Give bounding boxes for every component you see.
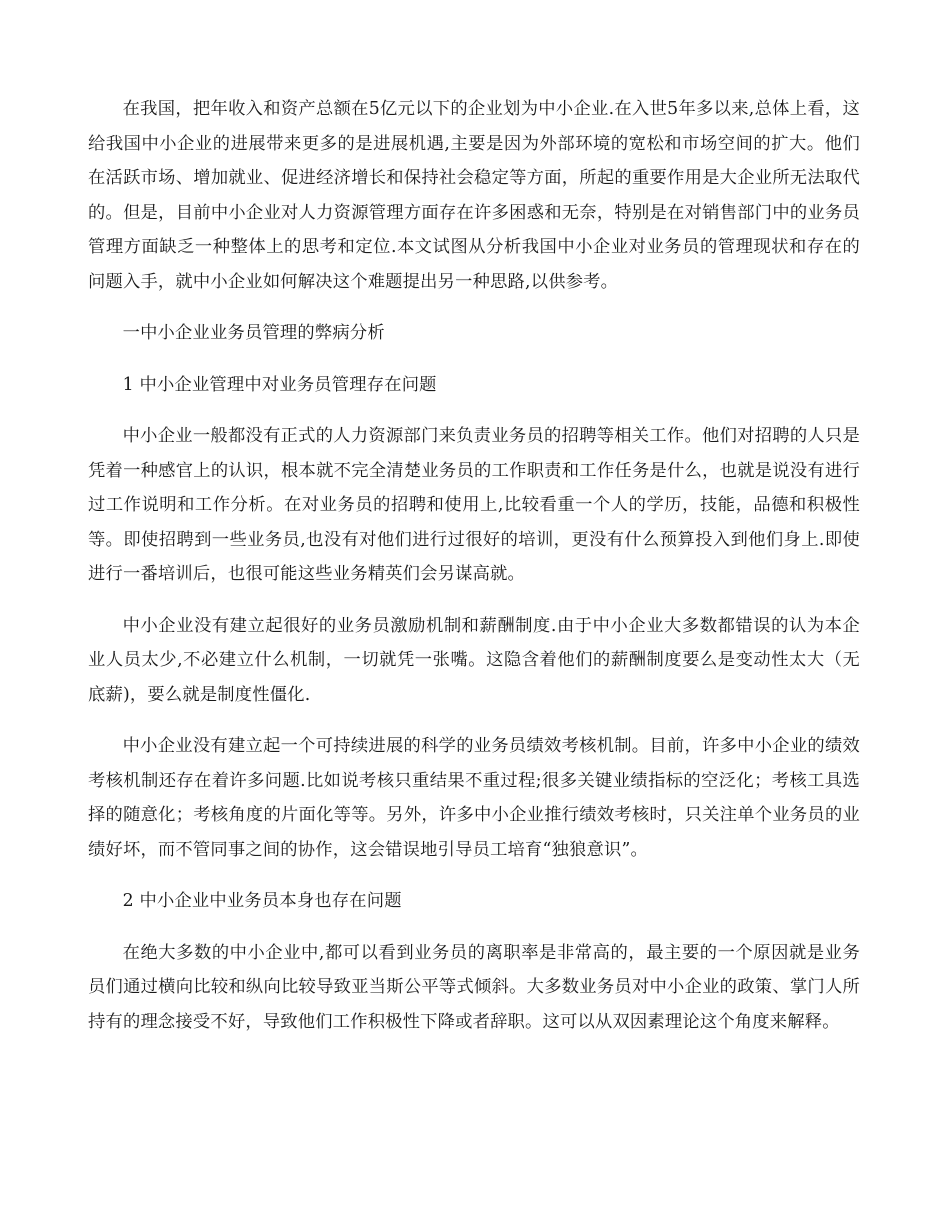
section-1-heading: 一中小企业业务员管理的弊病分析 <box>122 323 385 343</box>
paragraph-recruitment: 中小企业一般都没有正式的人力资源部门来负责业务员的招聘等相关工作。他们对招聘的人只是凭着一种感官上的认识，根本就不完全清楚业务员的工作职责和工作任务是什么，也就是说没有进行过工作说明和工作分析。在对业务员的招聘和使用上,比较看重一个人的学历，技能，品德和积极性等。即使招聘到一些业务员,也没有对他们进行过很好的培训，更没有什么预算投入到他们身上.即使进行一番培训后，也很可能这些业务精英们会另谋高就。 <box>88 426 860 584</box>
subsection-2-heading: 2 中小企业中业务员本身也存在问题 <box>122 891 402 911</box>
document-body <box>88 92 860 1056</box>
paragraph-performance: 中小企业没有建立起一个可持续进展的科学的业务员绩效考核机制。目前，许多中小企业的绩效考核机制还存在着许多问题.比如说考核只重结果不重过程;很多关键业绩指标的空泛化；考核工具选择的随意化；考核角度的片面化等等。另外，许多中小企业推行绩效考核时，只关注单个业务员的业绩好坏，而不管同事之间的协作，这会错误地引导员工培育“独狼意识”。 <box>88 736 860 860</box>
subsection-1-heading: 1 中小企业管理中对业务员管理存在问题 <box>122 374 437 395</box>
intro-paragraph: 在我国，把年收入和资产总额在5亿元以下的企业划为中小企业.在入世5年多以来,总体上看，这给我国中小企业的进展带来更多的是进展机遇,主要是因为外部环境的宽松和市场空间的扩大。他们在活跃市场、增加就业、促进经济增长和保持社会稳定等方面，所起的重要作用是大企业所无法取代的。但是，目前中小企业对人力资源管理方面存在许多困惑和无奈，特别是在对销售部门中的业务员管理方面缺乏一种整体上的思考和定位.本文试图从分析我国中小企业对业务员的管理现状和存在的问题入手，就中小企业如何解决这个难题提出另一种思路,以供参考。 <box>88 99 860 292</box>
paragraph-incentive: 中小企业没有建立起很好的业务员激励机制和薪酬制度.由于中小企业大多数都错误的认为本企业人员太少,不必建立什么机制，一切就凭一张嘴。这隐含着他们的薪酬制度要么是变动性太大（无底薪)，要么就是制度性僵化. <box>88 615 860 705</box>
paragraph-turnover: 在绝大多数的中小企业中,都可以看到业务员的离职率是非常高的，最主要的一个原因就是业务员们通过横向比较和纵向比较导致亚当斯公平等式倾斜。大多数业务员对中小企业的政策、掌门人所持有的理念接受不好，导致他们工作积极性下降或者辞职。这可以从双因素理论这个角度来解释。 <box>88 942 860 1032</box>
